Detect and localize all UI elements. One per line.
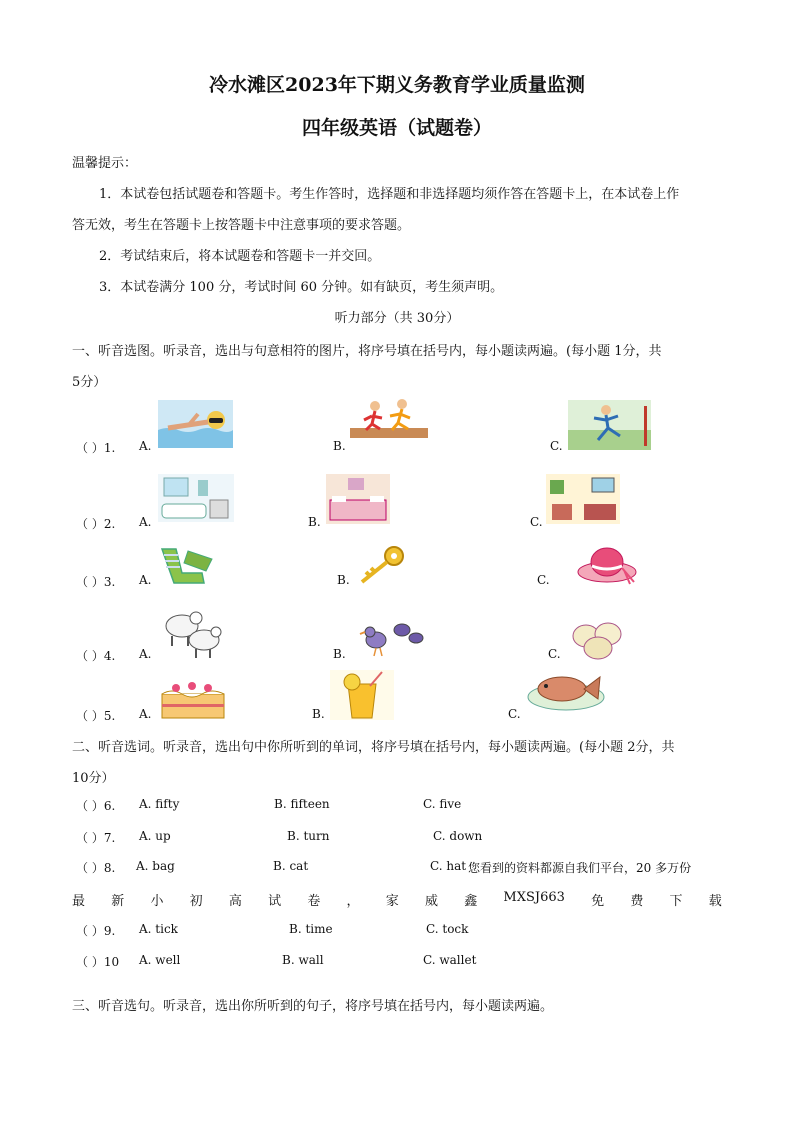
ad-word: ，: [346, 894, 360, 909]
key-image: [356, 544, 406, 586]
q8-number: （ ）8.: [76, 861, 116, 875]
q4-option-b: B.: [333, 647, 346, 661]
ad-word: 初: [189, 894, 203, 909]
q4-number: （ ）4.: [76, 649, 116, 663]
q7-number: （ ）7.: [76, 831, 116, 845]
ad-word: 最: [72, 894, 86, 909]
q8-option-b: B. cat: [273, 859, 309, 873]
section2-instruction-1: 二、听音选词。听录音，选出句中你所听到的单词，将序号填在括号内，每小题读两遍。(每小题 2分，共: [72, 740, 675, 755]
section2-instruction-2: 10分）: [72, 771, 115, 786]
q10-option-b: B. wall: [282, 953, 324, 967]
section1-instruction-2: 5分）: [72, 375, 107, 390]
living-room-image: [546, 474, 620, 524]
swimmer-image: [158, 400, 233, 448]
bathroom-image: [158, 474, 234, 522]
ad-word: 鑫: [464, 894, 478, 909]
page-title: 冷水滩区2023年下期义务教育学业质量监测: [209, 74, 585, 96]
q5-number: （ ）5.: [76, 709, 116, 723]
notice-item-2: 2．考试结束后，将本试题卷和答题卡一并交回。: [99, 249, 381, 264]
q7-option-a: A. up: [139, 829, 171, 843]
q6-number: （ ）6.: [76, 799, 116, 813]
ad-word: 新: [111, 894, 125, 909]
cake-image: [158, 678, 228, 720]
ad-word: 免: [591, 894, 605, 909]
notice-item-1a: 1．本试卷包括试题卷和答题卡。考生作答时，选择题和非选择题均须作答在答题卡上，在本试卷上作: [99, 187, 680, 202]
q5-option-c: C.: [508, 707, 521, 721]
ad-word: 卷: [307, 894, 321, 909]
ad-word: 下: [669, 894, 683, 909]
listening-header: 听力部分（共 30分）: [334, 311, 460, 326]
q4-option-a: A.: [139, 647, 152, 661]
ad-word: 小: [150, 894, 164, 909]
q9-number: （ ）9.: [76, 924, 116, 938]
section1-instruction-1: 一、听音选图。听录音，选出与句意相符的图片，将序号填在括号内，每小题读两遍。(每小题 1分，共: [72, 344, 662, 359]
runners-image: [350, 396, 428, 438]
juice-image: [330, 670, 394, 720]
q3-option-a: A.: [139, 573, 152, 587]
q2-option-c: C.: [530, 515, 543, 529]
q2-option-a: A.: [139, 515, 152, 529]
q2-option-b: B.: [308, 515, 321, 529]
q6-option-c: C. five: [423, 797, 462, 811]
ad-text-line: [72, 890, 722, 909]
ad-word: 威: [424, 894, 438, 909]
notice-item-1b: 答无效，考生在答题卡上按答题卡中注意事项的要求答题。: [72, 218, 411, 233]
q1-number: （ ）1.: [76, 441, 116, 455]
q8-option-c: C. hat: [430, 859, 467, 873]
q5-option-b: B.: [312, 707, 325, 721]
q9-option-c: C. tock: [426, 922, 469, 936]
ad-word: MXSJ663: [503, 890, 565, 905]
q1-option-a: A.: [139, 439, 152, 453]
q9-option-a: A. tick: [139, 922, 178, 936]
sock-image: [158, 545, 216, 585]
notice-heading: 温馨提示：: [72, 156, 138, 171]
q1-option-b: B.: [333, 439, 346, 453]
q5-option-a: A.: [139, 707, 152, 721]
q7-option-b: B. turn: [287, 829, 330, 843]
eggs-image: [568, 620, 628, 660]
q4-option-c: C.: [548, 647, 561, 661]
hat-image: [576, 542, 638, 586]
bedroom-image: [326, 474, 390, 524]
ad-word: 载: [708, 894, 722, 909]
page-subtitle: 四年级英语（试题卷）: [301, 117, 492, 139]
q3-option-c: C.: [537, 573, 550, 587]
q7-option-c: C. down: [433, 829, 483, 843]
skater-image: [568, 400, 651, 450]
q1-option-c: C.: [550, 439, 563, 453]
q3-option-b: B.: [337, 573, 350, 587]
notice-item-3: 3．本试卷满分 100 分，考试时间 60 分钟。如有缺页，考生须声明。: [99, 280, 504, 295]
q6-option-b: B. fifteen: [274, 797, 330, 811]
q6-option-a: A. fifty: [139, 797, 180, 811]
q3-number: （ ）3.: [76, 575, 116, 589]
q10-number: （ ）10: [76, 955, 120, 969]
q10-option-c: C. wallet: [423, 953, 477, 967]
ad-word: 试: [268, 894, 282, 909]
ad-word: 费: [630, 894, 644, 909]
section3-instruction: 三、听音选句。听录音，选出你所听到的句子，将序号填在括号内，每小题读两遍。: [72, 999, 554, 1014]
sheep-image: [160, 602, 224, 660]
ad-word: 家: [385, 894, 399, 909]
q2-number: （ ）2.: [76, 517, 116, 531]
q9-option-b: B. time: [289, 922, 333, 936]
q8-option-a: A. bag: [136, 859, 175, 873]
birds-image: [358, 618, 428, 658]
ad-text-tail: 您看到的资料都源自我们平台，20 多万份: [468, 861, 692, 875]
fish-image: [526, 665, 606, 713]
ad-word: 高: [228, 894, 242, 909]
q10-option-a: A. well: [139, 953, 181, 967]
